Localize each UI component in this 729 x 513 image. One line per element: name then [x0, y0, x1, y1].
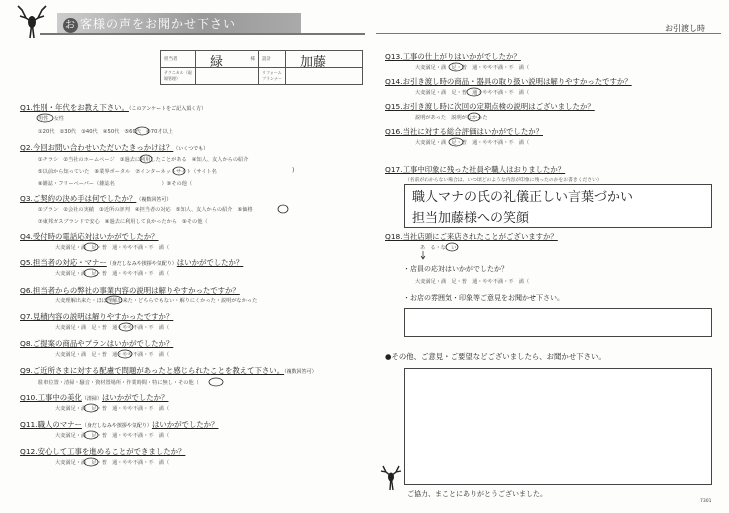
q17-handwriting-line2: 担当加藤様への笑顔: [412, 211, 530, 226]
q2-option-line2: ⑤以前から知っていた ⑥業界ポータル ⑦インターネットサイト（サイト名: [38, 169, 217, 175]
q1-title: Q1.性別・年代をお教え下さい。（このアンケートをご記入頂く方）: [20, 103, 207, 112]
q18-scale: 大変満足・満 足・普 通・やや不満・不 満（: [415, 279, 530, 285]
q15-title: Q15.お引き渡し時に次回の定期点検の説明はございましたか？: [385, 102, 595, 111]
q1-ages: ①20代 ②30代 ③40代 ④50代 ⑤60代 ⑥70才以上: [38, 129, 173, 135]
q2-title: Q2.今回お問い合わせいただいたきっかけは？（いくつでも）: [20, 143, 209, 152]
q8-scale: 大変満足・満 足・普 通・やや不満・不 満（: [55, 352, 170, 358]
q18-options: あ る・な い: [420, 245, 457, 251]
q4-title: Q4.受付時の電話応対はいかがでしたか？: [20, 232, 159, 241]
q17-title: Q17.工事中印象に残った社員や職人はおりましたか？: [385, 165, 566, 174]
q7-scale: 大変満足・満 足・普 通・やや不満・不 満（: [55, 325, 170, 331]
q13-title: Q13.工事の仕上がりはいかがでしたか？: [385, 52, 521, 61]
sales-label: 担当者: [161, 51, 196, 68]
q16-scale: 大変満足・満 足・普 通・やや不満・不 満（: [415, 140, 530, 146]
q4-scale: 大変満足・満 足・普 通・やや不満・不 満（: [55, 245, 170, 251]
q5-scale: 大変満足・満 足・普 通・やや不満・不 満（: [55, 271, 170, 277]
q6-scale: 大変理解出来た・ほぼ理解出来た・どちらでもない・解りにくかった・説明がなかった: [55, 298, 258, 304]
q14-scale: 大変満足・満 足・普 通・やや不満・不 満（: [415, 90, 530, 96]
q11-scale: 大変満足・満 足・普 通・やや不満・不 満（: [55, 433, 170, 439]
q9-title: Q9.ご近所さまに対する配慮で問題があったと感じられたことを教えて下さい。（複数回答可）: [20, 366, 317, 375]
reform-label: リフォームプランナー: [259, 68, 286, 85]
footer-thanks: ご協力、まことにありがとうございました。: [407, 490, 547, 498]
header-title: お 客様の声をお聞かせ下さい: [65, 17, 237, 31]
q11-title: Q11.職人のマナー（身だしなみや挨拶や気配り）はいかがでしたか？: [20, 420, 219, 429]
q6-title: Q6.担当者からの弊社の事業内容の説明は解りやすかったですか？: [20, 286, 240, 295]
q15-options: 説明があった 説明がなかった: [415, 115, 488, 121]
q8-title: Q8.ご提案の商品やプランはいかがでしたか？: [20, 339, 174, 348]
sales-name: 緑: [210, 55, 224, 70]
q16-title: Q16.当社に対する総合評価はいかがでしたか？: [385, 127, 543, 136]
q12-title: Q12.安心して工事を進めることができましたか？: [20, 447, 186, 456]
q12-scale: 大変満足・満 足・普 通・やや不満・不 満（: [55, 460, 170, 466]
q3-option-line2: ⑦東邦ガスブランドで安心 ⑧過去に利用して良かったから ⑨その他（: [38, 219, 208, 225]
q18-title: Q18.当社店頭にご来店されたことがございますか？: [385, 232, 558, 241]
q7-title: Q7.見積内容の説明は解りやすかったですか？: [20, 312, 174, 321]
sales-suffix: 様: [250, 57, 255, 62]
tech-label: テクニカル（現場管理）: [161, 68, 196, 85]
q10-scale: 大変満足・満 足・普 通・やや不満・不 満（: [55, 406, 170, 412]
right-page-title: お引渡し時: [665, 24, 705, 33]
q2-paren: ): [292, 167, 295, 174]
q17-handwriting-line1: 職人マナの氏の礼儀正しい言葉づかい: [412, 190, 634, 205]
footer-code: 7301: [700, 499, 712, 504]
q2-option-line1: ①チラシ ②当社のホームページ ③過去に利用したことがある ④知人、友人からの紹介: [38, 157, 249, 163]
design-name: 加藤: [300, 55, 327, 70]
q1-gender: 男性 女性: [38, 116, 64, 122]
q5-title: Q5.担当者の対応・マナー（身だしなみや挨拶や気配り）はいかがでしたか？: [20, 258, 244, 267]
q18-atmosphere-question: ・お店の雰囲気・印象等ご意見をお聞かせ下さい。: [403, 294, 564, 302]
q3-option-line1: ①プラン ②会社の実績 ③近所の評判 ④担当者の対応 ⑤知人、友人からの紹介 ⑥価格: [38, 207, 253, 213]
q3-title: Q3.ご契約の決め手は何でしたか？（複数回答可）: [20, 194, 172, 203]
q10-title: Q10.工事中の美化（清掃）はいかがでしたか？: [20, 393, 169, 402]
q18-shop-question: ・店員の応対はいかがでしたか？: [403, 265, 508, 273]
design-label: 設計: [259, 51, 286, 68]
q17-note: （名前がわからない場合は、いつ頃どのような内容が印象に残ったのかをお書きください）: [405, 178, 602, 183]
q13-scale: 大変満足・満 足・普 通・やや不満・不 満（: [415, 65, 530, 71]
q9-options: 駐車位置・清掃・騒音・資材置場所・作業時間・特に無し・その他（: [38, 380, 199, 386]
q2-option-line3: ⑧雑誌・フリーペーパー（雑誌名 ）⑨その他（: [38, 181, 193, 187]
q14-title: Q14.お引き渡し時の商品・器具の取り扱い説明は解りやすかったですか？: [385, 77, 632, 86]
free-comment-title: ●その他、ご意見・ご要望などございましたら、お聞かせ下さい。: [385, 352, 606, 361]
